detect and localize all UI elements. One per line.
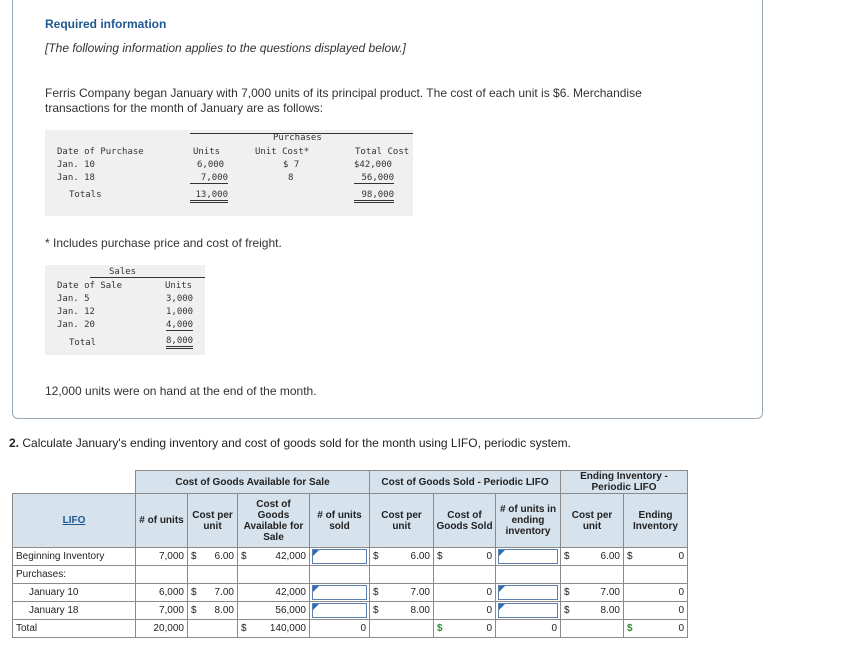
purchase-row-unit-cost: 8 [288, 173, 294, 183]
lifo-method-label: LIFO [62, 515, 86, 526]
cogs-cell: 0 [434, 602, 496, 620]
sales-col-date: Date of Sale [57, 281, 123, 291]
sales-group-header: Sales [109, 267, 137, 277]
goods-available-cell: 56,000 [238, 602, 310, 620]
sale-row-units: 1,000 [166, 307, 194, 317]
sales-total-units: 8,000 [166, 336, 193, 349]
row-label: January 10 [13, 584, 136, 602]
ending-inventory-cell: 0 [678, 551, 684, 562]
units-total-cell: 20,000 [136, 620, 188, 638]
header-ei-cost-per-unit: Cost per unit [561, 494, 624, 548]
ending-inventory-total-cell: 0 [678, 623, 684, 634]
currency-sign: $ [437, 623, 443, 634]
header-units: # of units [136, 494, 188, 548]
header-ending-inventory: Ending Inventory [624, 494, 688, 548]
purchases-col-unit-cost: Unit Cost* [255, 147, 310, 157]
units-on-hand-text: 12,000 units were on hand at the end of the month. [45, 384, 317, 398]
header-cogs-cost-per-unit: Cost per unit [370, 494, 434, 548]
purchases-col-date: Date of Purchase [57, 147, 144, 157]
purchase-row-units: 6,000 [197, 160, 225, 170]
cogs-cost-cell: 7.00 [410, 587, 430, 598]
header-cost-per-unit: Cost per unit [188, 494, 238, 548]
purchase-row-total: $42,000 [354, 160, 392, 170]
cogs-total-cell: 0 [486, 623, 492, 634]
intro-paragraph: Ferris Company began January with 7,000 units of its principal product. The cost of each unit is $6. Merchandise transactions for the month of January are as follows: [45, 86, 642, 115]
currency-sign: $ [373, 587, 379, 598]
units-ending-input[interactable] [498, 585, 558, 600]
units-cell: 7,000 [136, 602, 188, 620]
footnote: * Includes purchase price and cost of freight. [45, 236, 282, 250]
cost-cell: 8.00 [214, 605, 234, 616]
purchase-row-total: 56,000 [354, 173, 394, 184]
ei-cost-cell: 6.00 [600, 551, 620, 562]
header-units-ending: # of units in ending inventory [496, 494, 561, 548]
row-label: Total [13, 620, 136, 638]
ei-cost-cell: 7.00 [600, 587, 620, 598]
currency-sign: $ [191, 605, 197, 616]
cogs-cost-cell: 8.00 [410, 605, 430, 616]
goods-available-total-cell: 140,000 [269, 623, 306, 634]
currency-sign: $ [627, 623, 633, 634]
goods-available-cell: 42,000 [275, 551, 306, 562]
purchases-group-header: Purchases [273, 133, 322, 143]
purchases-totals-label: Totals [69, 190, 102, 200]
question-text [9, 436, 571, 450]
header-goods-available: Cost of Goods Available for Sale [238, 494, 310, 548]
units-sold-input[interactable] [312, 549, 367, 564]
currency-sign: $ [241, 551, 247, 562]
row-january-18 [13, 602, 688, 620]
units-ending-input[interactable] [498, 549, 558, 564]
group-header-ending-inventory: Ending Inventory - Periodic LIFO [561, 471, 688, 494]
purchases-col-units: Units [193, 147, 221, 157]
lifo-worksheet [12, 470, 688, 638]
ei-cost-cell: 8.00 [600, 605, 620, 616]
currency-sign: $ [191, 551, 197, 562]
units-sold-input[interactable] [312, 585, 367, 600]
goods-available-cell: 42,000 [238, 584, 310, 602]
currency-sign: $ [373, 551, 379, 562]
purchases-totals-cost: 98,000 [354, 190, 394, 203]
units-sold-input[interactable] [312, 603, 367, 618]
currency-sign: $ [564, 605, 570, 616]
sale-row-date: Jan. 20 [57, 320, 95, 330]
row-purchases-label [13, 566, 688, 584]
question-body: Calculate January's ending inventory and cost of goods sold for the month using LIFO, periodic system. [19, 436, 571, 450]
currency-sign: $ [373, 605, 379, 616]
ending-inventory-cell: 0 [624, 602, 688, 620]
group-header-goods-available: Cost of Goods Available for Sale [136, 471, 370, 494]
row-label: Beginning Inventory [13, 548, 136, 566]
currency-sign: $ [627, 551, 633, 562]
sale-row-date: Jan. 5 [57, 294, 90, 304]
row-january-10 [13, 584, 688, 602]
purchase-row-unit-cost: $ 7 [283, 160, 300, 170]
header-cogs: Cost of Goods Sold [434, 494, 496, 548]
cost-cell: 6.00 [214, 551, 234, 562]
row-total [13, 620, 688, 638]
purchase-row-date: Jan. 10 [57, 160, 95, 170]
cogs-cost-cell: 6.00 [410, 551, 430, 562]
required-info-subtitle: [The following information applies to the questions displayed below.] [45, 41, 406, 55]
units-sold-total-cell: 0 [310, 620, 370, 638]
currency-sign: $ [241, 623, 247, 634]
purchase-row-units: 7,000 [190, 173, 228, 184]
row-label: Purchases: [13, 566, 136, 584]
units-cell: 7,000 [136, 548, 188, 566]
purchases-col-total: Total Cost [355, 147, 410, 157]
units-cell: 6,000 [136, 584, 188, 602]
header-units-sold: # of units sold [310, 494, 370, 548]
cost-cell: 7.00 [214, 587, 234, 598]
currency-sign: $ [564, 587, 570, 598]
group-header-cogs: Cost of Goods Sold - Periodic LIFO [370, 471, 561, 494]
sale-row-date: Jan. 12 [57, 307, 95, 317]
currency-sign: $ [191, 587, 197, 598]
purchases-totals-units: 13,000 [190, 190, 228, 203]
sale-row-units: 3,000 [166, 294, 194, 304]
units-ending-total-cell: 0 [496, 620, 561, 638]
ending-inventory-cell: 0 [624, 584, 688, 602]
sales-table [45, 265, 205, 355]
row-beginning-inventory [13, 548, 688, 566]
cogs-cell: 0 [486, 551, 492, 562]
question-number: 2. [9, 436, 20, 450]
currency-sign: $ [437, 551, 443, 562]
row-label: January 18 [13, 602, 136, 620]
sales-col-units: Units [165, 281, 193, 291]
sales-total-label: Total [69, 338, 97, 348]
units-ending-input[interactable] [498, 603, 558, 618]
cogs-cell: 0 [434, 584, 496, 602]
currency-sign: $ [564, 551, 570, 562]
purchase-row-date: Jan. 18 [57, 173, 95, 183]
purchases-table [45, 130, 413, 216]
required-info-title: Required information [45, 17, 167, 31]
sale-row-units: 4,000 [166, 320, 194, 330]
